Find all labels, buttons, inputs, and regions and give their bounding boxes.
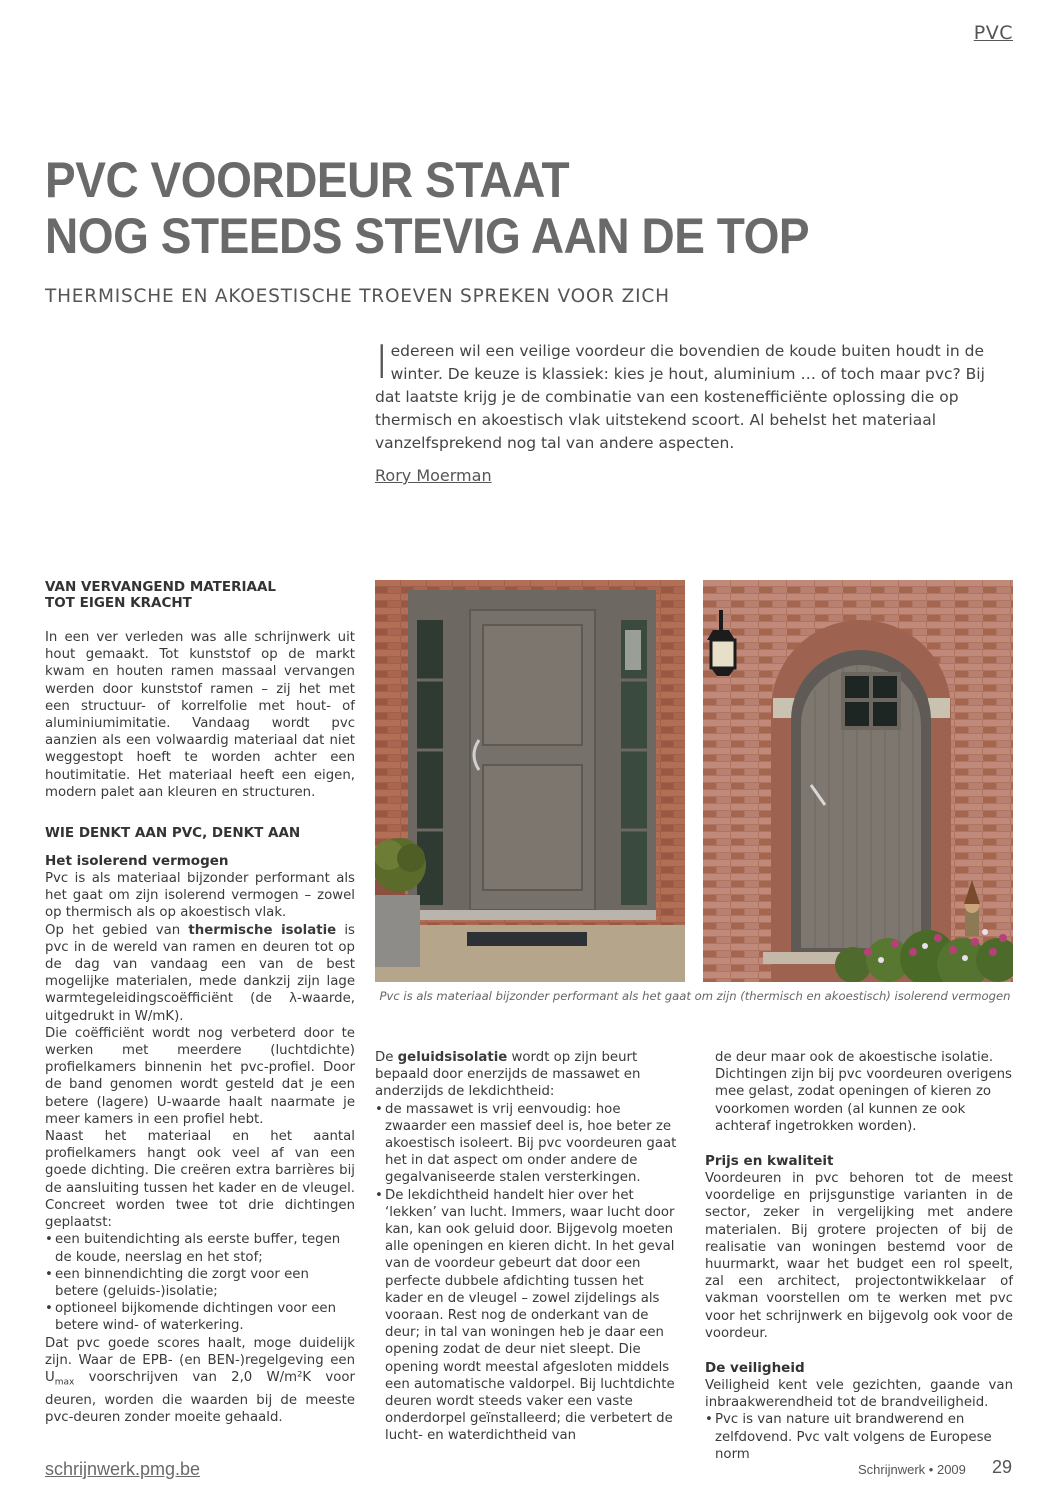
photo-caption: Pvc is als materiaal bijzonder performant als het gaat om zijn (thermisch en akoestisch) isolerend vermogen: [379, 989, 1011, 1003]
paragraph-prijs: Voordeuren in pvc behoren tot de meest voordelige en prijsgunstige varianten in de sector, zeker in vergelijking met andere materialen. Bij grotere projecten of bij de realisatie van woningen bestemd voor de huurmarkt, waar het budget een rol speelt, zal een architect, projectontwikkelaar of vakman voorstellen om te werken met pvc voor het schrijnwerk en bijgevolg ook voor de voordeur.: [705, 1171, 1013, 1341]
page-number: 29: [992, 1457, 1013, 1477]
rectangular-door-illustration: [375, 580, 685, 982]
title-line-1: PVC VOORDEUR STAAT: [45, 152, 570, 208]
photo-arched-door: [703, 580, 1013, 982]
list-item: • de massawet is vrij eenvoudig: hoe zwaarder een massief deel is, hoe beter ze akoestisch isoleert. Bij pvc voordeuren gaat het in dat aspect om onder andere de gegalvaniseerde stalen versterkingen.: [375, 1101, 685, 1187]
veiligheid-list: [705, 1411, 1013, 1463]
arched-door-illustration: [703, 580, 1013, 982]
list-item: • een buitendichting als eerste buffer, tegen de koude, neerslag en het stof;: [45, 1231, 355, 1265]
article-title: [45, 152, 928, 264]
paragraph-naast: Naast het materiaal en het aantal profielkamers hangt ook veel af van een goede dichting. Die creëren extra barrières bij de aansluiting tussen het kader en de vleugel. Concreet worden twee tot drie dichtingen geplaatst:: [45, 1129, 355, 1231]
article-author: Rory Moerman: [375, 466, 492, 485]
scores-text-b: voorschrijven van 2,0 W/m²K voor deuren, worden die waarden bij de meeste pvc-deuren zonder moeite gehaald.: [45, 1369, 355, 1425]
geluid-bold: geluidsisolatie: [397, 1050, 508, 1065]
heading-denkt: WIE DENKT AAN PVC, DENKT AAN: [45, 825, 301, 842]
article-intro: [375, 335, 1005, 455]
paragraph-gebied: [45, 922, 355, 1025]
column-2: [375, 1049, 685, 1445]
column-1: [45, 579, 355, 1426]
photo-rectangular-door: [375, 580, 685, 982]
intro-text: edereen wil een veilige voordeur die bovendien de koude buiten houdt in de winter. De keuze is klassiek: kies je hout, aluminium … of toch maar pvc? Bij dat laatste krijg je de combinatie van een kostenefficiënte oplossing die op thermisch en akoestisch vlak uitstekend scoort. Al behelst het materiaal vanzelfsprekend nog tal van andere aspecten.: [375, 342, 985, 452]
paragraph-verleden: In een ver verleden was alle schrijnwerk uit hout gemaakt. Tot kunststof op de markt kwam en houten ramen massaal vervangen werden door kunststof ramen – zij het met een structuur- of korrelfolie met hout- of aluminiumimitatie. Vandaag wordt pvc aanzien als een volwaardig materiaal dat niet weggestopt hoeft te worden achter een houtimitatie. Het materiaal heeft een eigen, modern palet aan kleuren en structuren.: [45, 630, 355, 800]
list-item: • De lekdichtheid handelt hier over het ‘lekken’ van lucht. Immers, waar lucht door kan, kan ook geluid door. Bijgevolg moeten alle openingen en kieren dicht. In het geval van de voordeur gebeurt dat door een perfecte dubbele afdichting tussen het kader en de vleugel – zowel zijdelings als vooraan. Rest nog de onderkant van de deur; in tal van woningen heb je daar een opening zodat de deur niet sleept. Die opening wordt meestal afgesloten middels een automatische valdorpel. Bij luchtdichte deuren wordt steeds vaker een vaste onderdorpel geïnstalleerd; die verbetert de lucht- en waterdichtheid van: [375, 1187, 685, 1445]
dichtingen-list: [45, 1231, 355, 1334]
subheading-prijs: Prijs en kwaliteit: [705, 1153, 834, 1170]
paragraph-continued: de deur maar ook de akoestische isolatie. Dichtingen zijn bij pvc voordeuren overigens mee gelast, zodat openingen of kieren zo voorkomen worden (al kunnen ze ook achteraf ingetrokken worden).: [715, 1050, 1012, 1134]
paragraph-veiligheid: Veiligheid kent vele gezichten, gaande van inbraakwerendheid tot de brandveiligheid.: [705, 1378, 1013, 1411]
paragraph-geluid: [375, 1049, 685, 1101]
list-item: • optioneel bijkomende dichtingen voor een betere wind- of waterkering.: [45, 1300, 355, 1334]
geluid-list: [375, 1101, 685, 1445]
paragraph-coefficient: Die coëfficiënt wordt nog verbeterd door te werken met meerdere (luchtdichte) profielkamers binnenin het pvc-profiel. Door de band genomen wordt gesteld dat je een betere (lagere) U-waarde haalt naarmate je meer kamers in een profiel hebt.: [45, 1025, 355, 1127]
geluid-text-b: wordt op zijn beurt bepaald door enerzijds de massawet en anderzijds de lekdichtheid:: [375, 1050, 641, 1100]
geluid-text-a: De: [375, 1050, 398, 1065]
scores-text-a: Dat pvc goede scores haalt, moge duidelijk zijn. Waar de EPB- (en BEN-)regelgeving een U: [45, 1335, 355, 1385]
list-item: • Pvc is van nature uit brandwerend en zelfdovend. Pvc valt volgens de Europese norm: [705, 1411, 1013, 1463]
heading-vervangend: VAN VERVANGEND MATERIAAL TOT EIGEN KRACHT: [45, 579, 277, 611]
paragraph-scores: [45, 1335, 355, 1427]
footer-magazine: Schrijnwerk • 2009: [858, 1462, 966, 1477]
footer-website-link[interactable]: schrijnwerk.pmg.be: [45, 1459, 201, 1479]
title-line-2: NOG STEEDS STEVIG AAN DE TOP: [45, 208, 810, 264]
scores-subscript: max: [54, 1377, 75, 1388]
column-3: [705, 1049, 1013, 1463]
gebied-text-b: is pvc in de wereld van ramen en deuren tot op de dag van vandaag een van de best mogelijke materialen, mede dankzij zijn lage warmtegeleidingscoëfficiënt (de λ-waarde, uitgedrukt in W/mK).: [45, 922, 355, 1024]
paragraph-performant: Pvc is als materiaal bijzonder performant als het gaat om zijn isolerend vermogen – zowel op thermisch als op akoestisch vlak.: [45, 871, 355, 921]
subheading-isolerend: Het isolerend vermogen: [45, 853, 229, 870]
subheading-veiligheid: De veiligheid: [705, 1360, 805, 1377]
gebied-text-a: Op het gebied van: [45, 922, 189, 938]
list-item: • een binnendichting die zorgt voor een betere (geluids-)isolatie;: [45, 1266, 355, 1300]
article-subtitle: THERMISCHE EN AKOESTISCHE TROEVEN SPREKEN VOOR ZICH: [45, 286, 670, 307]
section-tag: PVC: [973, 22, 1013, 44]
intro-dropcap: I: [375, 335, 389, 389]
gebied-bold: thermische isolatie: [188, 922, 337, 938]
